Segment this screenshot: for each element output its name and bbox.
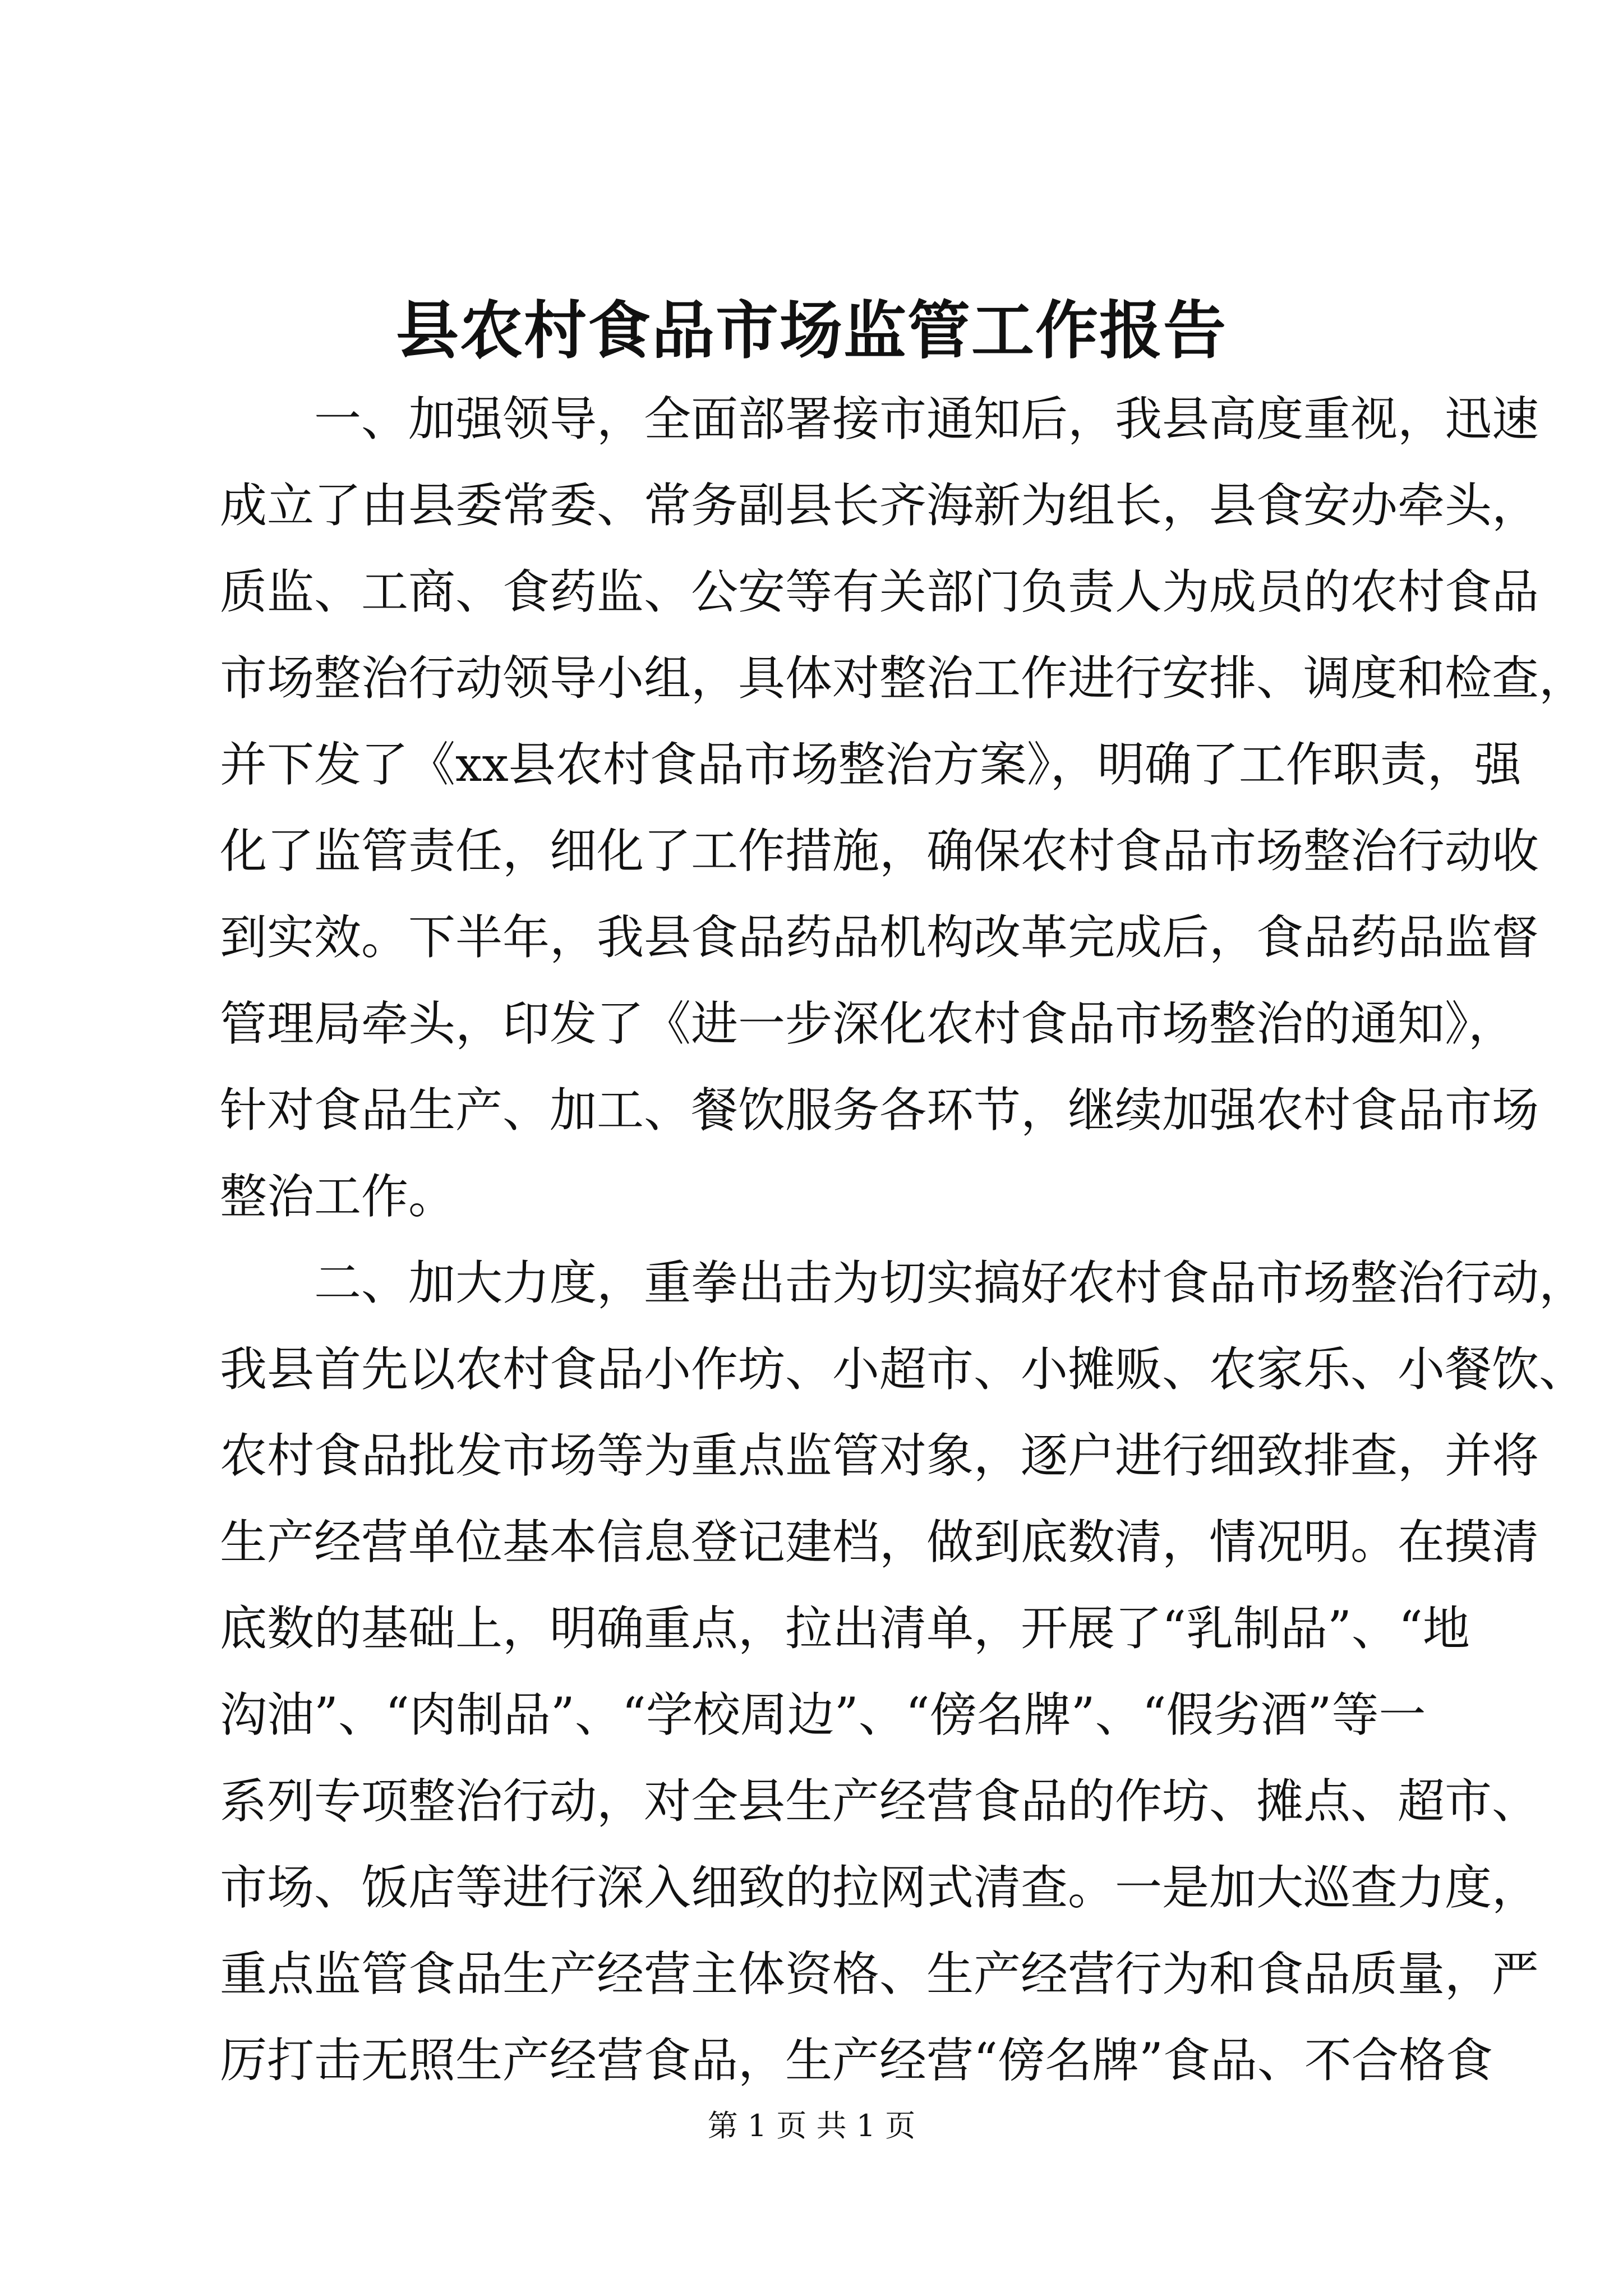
paragraph-line: 市场、饭店等进行深入细致的拉网式清查。一是加大巡查力度， bbox=[220, 1860, 1539, 1915]
paragraph-line: 沟油”、“肉制品”、“学校周边”、“傍名牌”、“假劣酒”等一 bbox=[220, 1687, 1426, 1742]
paragraph-line: 并下发了《xx县农村食品市场整治方案》，明确了工作职责，强 bbox=[220, 737, 1521, 792]
paragraph-line: 一、加强领导，全面部署接市通知后，我县高度重视，迅速 bbox=[314, 392, 1539, 447]
paragraph-line: 质监、工商、食药监、公安等有关部门负责人为成员的农村食品 bbox=[220, 564, 1539, 619]
paragraph-line: 到实效。下半年，我县食品药品机构改革完成后，食品药品监督 bbox=[220, 910, 1539, 965]
paragraph-line: 针对食品生产、加工、餐饮服务各环节，继续加强农村食品市场 bbox=[220, 1083, 1539, 1138]
paragraph-line: 系列专项整治行动，对全县生产经营食品的作坊、摊点、超市、 bbox=[220, 1774, 1539, 1829]
paragraph-line: 市场整治行动领导小组，具体对整治工作进行安排、调度和检查， bbox=[220, 651, 1587, 706]
paragraph-line: 生产经营单位基本信息登记建档，做到底数清，情况明。在摸清 bbox=[220, 1515, 1539, 1570]
document-title: 县农村食品市场监管工作报告 bbox=[396, 294, 1227, 367]
paragraph-line: 厉打击无照生产经营食品，生产经营“傍名牌”食品、不合格食 bbox=[220, 2033, 1493, 2088]
paragraph-line: 管理局牵头，印发了《进一步深化农村食品市场整治的通知》， bbox=[220, 996, 1516, 1051]
paragraph-line: 化了监管责任，细化了工作措施，确保农村食品市场整治行动收 bbox=[220, 823, 1539, 878]
page-footer: 第 1 页 共 1 页 bbox=[707, 2108, 916, 2143]
paragraph-line: 重点监管食品生产经营主体资格、生产经营行为和食品质量，严 bbox=[220, 1947, 1539, 2001]
paragraph-line: 整治工作。 bbox=[220, 1169, 456, 1224]
paragraph-line: 底数的基础上，明确重点，拉出清单，开展了“乳制品”、“地 bbox=[220, 1601, 1470, 1656]
paragraph-line: 农村食品批发市场等为重点监管对象，逐户进行细致排查，并将 bbox=[220, 1428, 1539, 1483]
paragraph-line: 二、加大力度，重拳出击为切实搞好农村食品市场整治行动， bbox=[314, 1255, 1587, 1310]
paragraph-line: 成立了由县委常委、常务副县长齐海新为组长，县食安办牵头， bbox=[220, 478, 1539, 533]
paragraph-line: 我县首先以农村食品小作坊、小超市、小摊贩、农家乐、小餐饮、 bbox=[220, 1342, 1587, 1397]
document-body bbox=[220, 376, 1587, 2104]
